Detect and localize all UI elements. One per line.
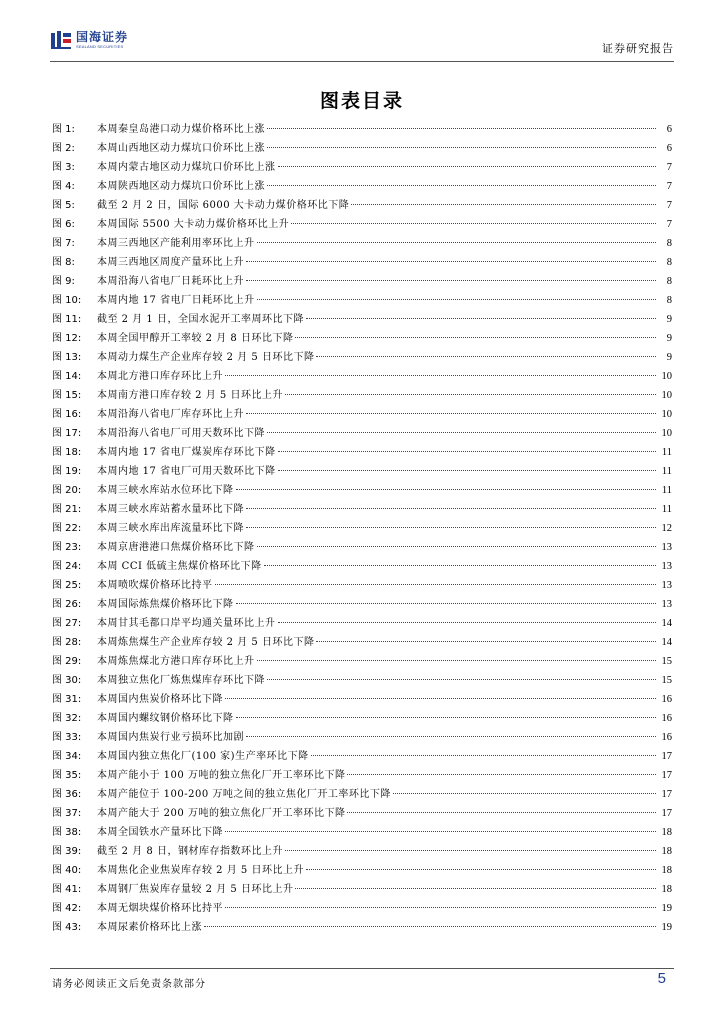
toc-entry[interactable]	[52, 728, 672, 747]
toc-dot-leader	[278, 622, 657, 623]
toc-page-number: 7	[666, 162, 672, 173]
toc-page-number: 13	[661, 542, 672, 553]
toc-figure-title: 本周三峡水库站水位环比下降	[97, 485, 234, 496]
toc-dot-leader	[246, 527, 656, 528]
toc-entry[interactable]	[52, 481, 672, 500]
toc-page-number: 11	[661, 485, 672, 496]
toc-page-number: 18	[661, 827, 672, 838]
toc-figure-number: 图 5:	[52, 200, 75, 211]
toc-figure-title: 本周全国铁水产量环比下降	[97, 827, 223, 838]
toc-dot-leader	[204, 926, 656, 927]
toc-page-number: 16	[661, 732, 672, 743]
toc-dot-leader	[236, 489, 657, 490]
toc-page-number: 18	[661, 865, 672, 876]
toc-dot-leader	[316, 641, 656, 642]
toc-entry[interactable]	[52, 196, 672, 215]
toc-dot-leader	[267, 185, 656, 186]
toc-dot-leader	[311, 755, 656, 756]
toc-entry[interactable]	[52, 538, 672, 557]
toc-entry[interactable]	[52, 576, 672, 595]
toc-figure-number: 图 37:	[52, 808, 82, 819]
toc-figure-number: 图 6:	[52, 219, 75, 230]
page-number: 5	[657, 970, 666, 987]
toc-entry[interactable]	[52, 234, 672, 253]
toc-entry[interactable]	[52, 880, 672, 899]
toc-dot-leader	[278, 166, 657, 167]
toc-dot-leader	[246, 736, 656, 737]
toc-dot-leader	[347, 774, 656, 775]
toc-dot-leader	[225, 698, 656, 699]
toc-figure-title: 本周陕西地区动力煤坑口价环比上涨	[97, 181, 265, 192]
toc-page-number: 14	[661, 618, 672, 629]
toc-figure-title: 本周喷吹煤价格环比持平	[97, 580, 213, 591]
toc-figure-number: 图 12:	[52, 333, 82, 344]
toc-page-number: 8	[666, 257, 672, 268]
toc-entry[interactable]	[52, 918, 672, 937]
toc-dot-leader	[267, 147, 656, 148]
toc-figure-title: 本周南方港口库存较 2 月 5 日环比上升	[97, 390, 283, 401]
company-logo	[50, 30, 128, 50]
toc-page-number: 15	[661, 656, 672, 667]
toc-page-number: 7	[666, 200, 672, 211]
toc-figure-number: 图 42:	[52, 903, 82, 914]
toc-figure-number: 图 29:	[52, 656, 82, 667]
disclaimer-note: 请务必阅读正文后免责条款部分	[52, 979, 206, 990]
toc-dot-leader	[225, 907, 656, 908]
toc-figure-number: 图 27:	[52, 618, 82, 629]
toc-figure-number: 图 9:	[52, 276, 75, 287]
toc-entry[interactable]	[52, 405, 672, 424]
toc-figure-title: 本周三西地区周度产量环比上升	[97, 257, 244, 268]
toc-figure-title: 截至 2 月 1 日，全国水泥开工率周环比下降	[97, 314, 304, 325]
toc-figure-number: 图 14:	[52, 371, 82, 382]
logo-mark-icon	[50, 30, 72, 50]
toc-dot-leader	[246, 413, 656, 414]
toc-figure-title: 本周无烟块煤价格环比持平	[97, 903, 223, 914]
toc-entry[interactable]	[52, 348, 672, 367]
toc-page-number: 18	[661, 846, 672, 857]
toc-figure-number: 图 7:	[52, 238, 75, 249]
toc-page-number: 10	[661, 371, 672, 382]
toc-figure-title: 本周国内螺纹钢价格环比下降	[97, 713, 234, 724]
toc-figure-title: 本周沿海八省电厂日耗环比上升	[97, 276, 244, 287]
toc-figure-title: 本周产能位于 100-200 万吨之间的独立焦化厂开工率环比下降	[97, 789, 391, 800]
toc-entry[interactable]	[52, 177, 672, 196]
toc-page-number: 13	[661, 580, 672, 591]
toc-entry[interactable]	[52, 595, 672, 614]
toc-figure-title: 本周钢厂焦炭库存量较 2 月 5 日环比上升	[97, 884, 294, 895]
toc-entry[interactable]	[52, 158, 672, 177]
toc-figure-number: 图 4:	[52, 181, 75, 192]
toc-figure-number: 图 18:	[52, 447, 82, 458]
toc-entry[interactable]	[52, 614, 672, 633]
toc-figure-title: 本周三西地区产能利用率环比上升	[97, 238, 255, 249]
toc-entry[interactable]	[52, 367, 672, 386]
toc-page-number: 10	[661, 428, 672, 439]
toc-page-number: 13	[661, 561, 672, 572]
toc-figure-title: 本周内地 17 省电厂日耗环比上升	[97, 295, 255, 306]
toc-dot-leader	[246, 261, 656, 262]
toc-dot-leader	[267, 432, 656, 433]
toc-page-number: 17	[661, 770, 672, 781]
toc-page-number: 11	[661, 466, 672, 477]
figure-toc-list	[52, 120, 672, 937]
toc-entry[interactable]	[52, 804, 672, 823]
toc-figure-number: 图 23:	[52, 542, 82, 553]
toc-figure-title: 本周内蒙古地区动力煤坑口价环比上涨	[97, 162, 276, 173]
toc-dot-leader	[295, 888, 656, 889]
toc-dot-leader	[257, 546, 657, 547]
toc-entry[interactable]	[52, 443, 672, 462]
toc-figure-title: 截至 2 月 2 日，国际 6000 大卡动力煤价格环比下降	[97, 200, 350, 211]
toc-page-number: 8	[666, 295, 672, 306]
toc-dot-leader	[225, 831, 656, 832]
toc-figure-title: 本周京唐港港口焦煤价格环比下降	[97, 542, 255, 553]
toc-figure-title: 本周内地 17 省电厂可用天数环比下降	[97, 466, 276, 477]
toc-figure-title: 本周国际 5500 大卡动力煤价格环比上升	[97, 219, 290, 230]
toc-figure-number: 图 19:	[52, 466, 82, 477]
logo-english-name: SEALAND SECURITIES	[76, 44, 124, 49]
toc-figure-number: 图 20:	[52, 485, 82, 496]
toc-dot-leader	[306, 318, 656, 319]
toc-page-number: 8	[666, 276, 672, 287]
toc-entry[interactable]	[52, 861, 672, 880]
toc-entry[interactable]	[52, 747, 672, 766]
toc-figure-number: 图 34:	[52, 751, 82, 762]
toc-dot-leader	[291, 223, 656, 224]
toc-figure-title: 本周产能大于 200 万吨的独立焦化厂开工率环比下降	[97, 808, 346, 819]
toc-figure-title: 本周三峡水库站蓄水量环比下降	[97, 504, 244, 515]
toc-entry[interactable]	[52, 899, 672, 918]
toc-figure-number: 图 1:	[52, 124, 75, 135]
toc-dot-leader	[257, 660, 657, 661]
report-type-label: 证券研究报告	[602, 42, 674, 55]
toc-entry[interactable]	[52, 823, 672, 842]
toc-entry[interactable]	[52, 215, 672, 234]
toc-page-number: 9	[666, 352, 672, 363]
toc-page-number: 18	[661, 884, 672, 895]
toc-figure-title: 本周北方港口库存环比上升	[97, 371, 223, 382]
toc-figure-number: 图 32:	[52, 713, 82, 724]
toc-figure-number: 图 43:	[52, 922, 82, 933]
toc-dot-leader	[278, 470, 656, 471]
toc-page-number: 10	[661, 409, 672, 420]
toc-entry[interactable]	[52, 253, 672, 272]
toc-figure-title: 本周秦皇岛港口动力煤价格环比上涨	[97, 124, 265, 135]
toc-figure-title: 本周沿海八省电厂可用天数环比下降	[97, 428, 265, 439]
toc-entry[interactable]	[52, 500, 672, 519]
toc-dot-leader	[351, 204, 656, 205]
toc-dot-leader	[264, 565, 656, 566]
toc-entry[interactable]	[52, 120, 672, 139]
toc-figure-title: 本周独立焦化厂炼焦煤库存环比下降	[97, 675, 265, 686]
toc-entry[interactable]	[52, 842, 672, 861]
toc-figure-title: 本周国际炼焦煤价格环比下降	[97, 599, 234, 610]
toc-figure-title: 本周动力煤生产企业库存较 2 月 5 日环比下降	[97, 352, 315, 363]
toc-dot-leader	[393, 793, 656, 794]
toc-entry[interactable]	[52, 633, 672, 652]
toc-page-number: 10	[661, 390, 672, 401]
toc-page-number: 17	[661, 751, 672, 762]
toc-figure-title: 本周国内焦炭行业亏损环比加剧	[97, 732, 244, 743]
toc-figure-title: 本周内地 17 省电厂煤炭库存环比下降	[97, 447, 276, 458]
toc-figure-title: 本周国内焦炭价格环比下降	[97, 694, 223, 705]
toc-page-number: 11	[661, 504, 672, 515]
toc-dot-leader	[225, 375, 656, 376]
toc-figure-number: 图 2:	[52, 143, 75, 154]
toc-entry[interactable]	[52, 272, 672, 291]
toc-dot-leader	[236, 603, 657, 604]
toc-entry[interactable]	[52, 766, 672, 785]
toc-figure-number: 图 41:	[52, 884, 82, 895]
toc-page-number: 9	[666, 314, 672, 325]
toc-page-number: 6	[666, 124, 672, 135]
toc-figure-number: 图 26:	[52, 599, 82, 610]
page-title: 图表目录	[319, 90, 404, 112]
toc-page-number: 16	[661, 713, 672, 724]
toc-page-number: 12	[661, 523, 672, 534]
toc-page-number: 7	[666, 219, 672, 230]
toc-dot-leader	[236, 717, 657, 718]
toc-entry[interactable]	[52, 690, 672, 709]
toc-entry[interactable]	[52, 709, 672, 728]
toc-entry[interactable]	[52, 291, 672, 310]
toc-entry[interactable]	[52, 519, 672, 538]
toc-entry[interactable]	[52, 386, 672, 405]
toc-figure-title: 截至 2 月 8 日，钢材库存指数环比上升	[97, 846, 283, 857]
footer-divider	[50, 968, 674, 969]
toc-dot-leader	[267, 128, 656, 129]
toc-figure-number: 图 40:	[52, 865, 82, 876]
toc-entry[interactable]	[52, 424, 672, 443]
toc-figure-number: 图 10:	[52, 295, 82, 306]
toc-page-number: 15	[661, 675, 672, 686]
toc-figure-number: 图 35:	[52, 770, 82, 781]
toc-page-number: 6	[666, 143, 672, 154]
toc-page-number: 17	[661, 808, 672, 819]
toc-figure-title: 本周炼焦煤生产企业库存较 2 月 5 日环比下降	[97, 637, 315, 648]
toc-figure-title: 本周 CCI 低硫主焦煤价格环比下降	[97, 561, 262, 572]
header-divider	[50, 61, 674, 62]
toc-figure-number: 图 21:	[52, 504, 82, 515]
logo-chinese-name: 国海证券	[76, 30, 129, 44]
toc-page-number: 11	[661, 447, 672, 458]
toc-entry[interactable]	[52, 785, 672, 804]
toc-dot-leader	[306, 869, 656, 870]
toc-dot-leader	[278, 451, 656, 452]
toc-dot-leader	[347, 812, 656, 813]
toc-figure-title: 本周尿素价格环比上涨	[97, 922, 202, 933]
toc-dot-leader	[257, 242, 657, 243]
toc-entry[interactable]	[52, 462, 672, 481]
toc-entry[interactable]	[52, 329, 672, 348]
toc-figure-number: 图 39:	[52, 846, 82, 857]
toc-entry[interactable]	[52, 652, 672, 671]
toc-entry[interactable]	[52, 139, 672, 158]
toc-page-number: 8	[666, 238, 672, 249]
toc-dot-leader	[257, 299, 656, 300]
toc-figure-number: 图 36:	[52, 789, 82, 800]
toc-page-number: 14	[661, 637, 672, 648]
toc-figure-number: 图 24:	[52, 561, 82, 572]
toc-dot-leader	[285, 394, 656, 395]
toc-figure-number: 图 31:	[52, 694, 82, 705]
toc-figure-title: 本周焦化企业焦炭库存较 2 月 5 日环比上升	[97, 865, 304, 876]
toc-dot-leader	[246, 280, 656, 281]
toc-entry[interactable]	[52, 671, 672, 690]
toc-figure-title: 本周三峡水库出库流量环比下降	[97, 523, 244, 534]
toc-figure-title: 本周炼焦煤北方港口库存环比上升	[97, 656, 255, 667]
toc-page-number: 13	[661, 599, 672, 610]
toc-figure-number: 图 30:	[52, 675, 82, 686]
toc-figure-title: 本周沿海八省电厂库存环比上升	[97, 409, 244, 420]
toc-dot-leader	[316, 356, 656, 357]
toc-page-number: 19	[661, 922, 672, 933]
toc-figure-number: 图 25:	[52, 580, 82, 591]
toc-figure-title: 本周山西地区动力煤坑口价环比上涨	[97, 143, 265, 154]
toc-dot-leader	[295, 337, 656, 338]
toc-figure-number: 图 8:	[52, 257, 75, 268]
page-header	[50, 30, 674, 60]
toc-figure-number: 图 3:	[52, 162, 75, 173]
toc-dot-leader	[246, 508, 656, 509]
toc-figure-title: 本周国内独立焦化厂(100 家)生产率环比下降	[97, 751, 309, 762]
toc-entry[interactable]	[52, 310, 672, 329]
toc-page-number: 16	[661, 694, 672, 705]
toc-figure-number: 图 11:	[52, 314, 82, 325]
toc-page-number: 9	[666, 333, 672, 344]
toc-figure-number: 图 16:	[52, 409, 82, 420]
toc-figure-number: 图 13:	[52, 352, 82, 363]
toc-dot-leader	[267, 679, 656, 680]
toc-figure-number: 图 17:	[52, 428, 82, 439]
toc-page-number: 7	[666, 181, 672, 192]
toc-figure-title: 本周全国甲醇开工率较 2 月 8 日环比下降	[97, 333, 294, 344]
toc-figure-number: 图 38:	[52, 827, 82, 838]
toc-dot-leader	[215, 584, 657, 585]
toc-figure-number: 图 33:	[52, 732, 82, 743]
toc-figure-number: 图 28:	[52, 637, 82, 648]
toc-dot-leader	[285, 850, 656, 851]
toc-page-number: 19	[661, 903, 672, 914]
toc-figure-title: 本周产能小于 100 万吨的独立焦化厂开工率环比下降	[97, 770, 346, 781]
toc-figure-title: 本周甘其毛都口岸平均通关量环比上升	[97, 618, 276, 629]
toc-figure-number: 图 22:	[52, 523, 82, 534]
toc-figure-number: 图 15:	[52, 390, 82, 401]
toc-page-number: 17	[661, 789, 672, 800]
toc-entry[interactable]	[52, 557, 672, 576]
